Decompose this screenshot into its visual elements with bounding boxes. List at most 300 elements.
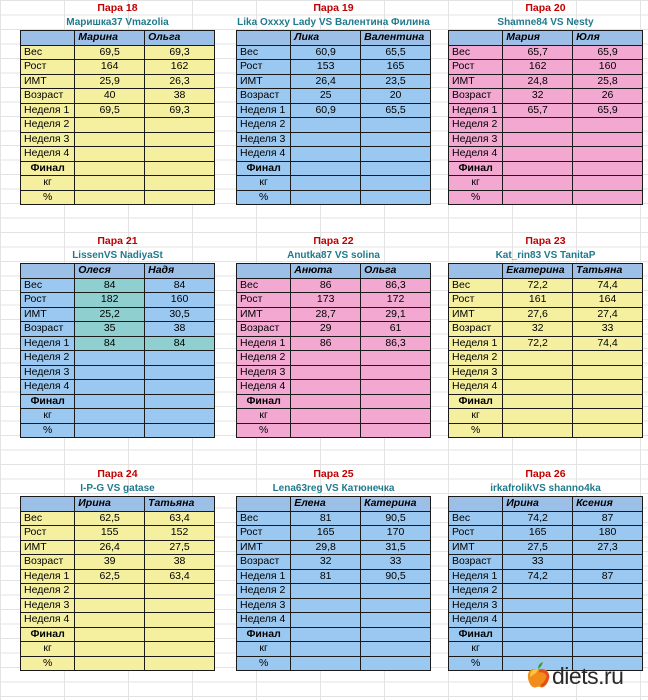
row-label[interactable]: Возраст — [21, 555, 75, 570]
participant2-value[interactable] — [573, 555, 643, 570]
participant1-value[interactable]: 35 — [75, 322, 145, 337]
final-value[interactable] — [361, 642, 431, 657]
final-value[interactable] — [361, 409, 431, 424]
participant1-value[interactable] — [503, 118, 573, 133]
participant1-value[interactable] — [291, 147, 361, 162]
row-label[interactable]: Возраст — [449, 555, 503, 570]
participant2-value[interactable]: 65,5 — [361, 45, 431, 60]
final-value[interactable] — [573, 394, 643, 409]
row-label[interactable]: Неделя 2 — [449, 351, 503, 366]
final-label[interactable]: Финал — [449, 627, 503, 642]
final-value[interactable] — [573, 190, 643, 205]
final-label[interactable]: Финал — [237, 161, 291, 176]
row-label[interactable]: Неделя 2 — [21, 351, 75, 366]
participant1-value[interactable] — [503, 380, 573, 395]
participant1-value[interactable]: 173 — [291, 293, 361, 308]
participant1-value[interactable]: 32 — [503, 89, 573, 104]
participant1-value[interactable] — [75, 132, 145, 147]
row-label[interactable]: Вес — [449, 45, 503, 60]
final-label[interactable]: % — [237, 423, 291, 438]
participant2-value[interactable]: 61 — [361, 322, 431, 337]
final-value[interactable] — [291, 176, 361, 191]
final-label[interactable]: кг — [237, 409, 291, 424]
row-label[interactable]: Возраст — [21, 322, 75, 337]
row-label[interactable]: Неделя 1 — [237, 103, 291, 118]
row-label[interactable]: Рост — [449, 526, 503, 541]
final-value[interactable] — [75, 394, 145, 409]
participant2-value[interactable]: 63,4 — [145, 511, 215, 526]
participant1-value[interactable]: 182 — [75, 293, 145, 308]
participant1-value[interactable] — [75, 118, 145, 133]
participant2-value[interactable]: 38 — [145, 89, 215, 104]
row-label[interactable]: Неделя 4 — [21, 380, 75, 395]
final-value[interactable] — [145, 627, 215, 642]
row-label[interactable]: Вес — [237, 511, 291, 526]
participant2-value[interactable] — [145, 584, 215, 599]
row-label[interactable]: Неделя 1 — [21, 569, 75, 584]
participant1-name[interactable]: Ирина — [503, 497, 573, 512]
final-value[interactable] — [75, 190, 145, 205]
participant1-name[interactable]: Екатерина — [503, 264, 573, 279]
row-label[interactable]: ИМТ — [237, 74, 291, 89]
participant1-value[interactable]: 165 — [291, 526, 361, 541]
final-value[interactable] — [573, 642, 643, 657]
participant1-value[interactable]: 153 — [291, 60, 361, 75]
participant1-value[interactable]: 65,7 — [503, 103, 573, 118]
participant1-value[interactable]: 65,7 — [503, 45, 573, 60]
participant1-value[interactable]: 60,9 — [291, 45, 361, 60]
participant1-value[interactable]: 25,9 — [75, 74, 145, 89]
participant1-value[interactable] — [503, 598, 573, 613]
participant2-value[interactable]: 160 — [573, 60, 643, 75]
participant2-value[interactable]: 65,9 — [573, 45, 643, 60]
participant1-value[interactable] — [503, 147, 573, 162]
participant1-value[interactable] — [291, 598, 361, 613]
row-label[interactable]: Вес — [237, 278, 291, 293]
final-value[interactable] — [503, 176, 573, 191]
participant1-value[interactable]: 161 — [503, 293, 573, 308]
participant1-value[interactable] — [291, 132, 361, 147]
participant2-value[interactable] — [361, 351, 431, 366]
participant2-value[interactable] — [361, 598, 431, 613]
participant2-value[interactable]: 86,3 — [361, 336, 431, 351]
header-empty-cell[interactable] — [21, 264, 75, 279]
final-value[interactable] — [361, 176, 431, 191]
row-label[interactable]: Неделя 2 — [237, 118, 291, 133]
row-label[interactable]: ИМТ — [449, 74, 503, 89]
row-label[interactable]: Рост — [21, 60, 75, 75]
participant2-value[interactable] — [573, 613, 643, 628]
participant2-value[interactable] — [573, 351, 643, 366]
row-label[interactable]: Неделя 2 — [237, 351, 291, 366]
row-label[interactable]: Неделя 1 — [21, 103, 75, 118]
row-label[interactable]: Неделя 2 — [21, 118, 75, 133]
participant1-value[interactable]: 39 — [75, 555, 145, 570]
participant2-value[interactable]: 87 — [573, 569, 643, 584]
participant2-value[interactable]: 84 — [145, 336, 215, 351]
row-label[interactable]: Неделя 3 — [449, 132, 503, 147]
row-label[interactable]: Неделя 4 — [449, 380, 503, 395]
participant1-value[interactable] — [75, 598, 145, 613]
row-label[interactable]: Неделя 1 — [449, 103, 503, 118]
participant1-name[interactable]: Ирина — [75, 497, 145, 512]
row-label[interactable]: Неделя 3 — [21, 598, 75, 613]
participant2-value[interactable]: 27,3 — [573, 540, 643, 555]
participant2-value[interactable] — [145, 598, 215, 613]
final-value[interactable] — [75, 423, 145, 438]
row-label[interactable]: Неделя 3 — [21, 132, 75, 147]
participant1-value[interactable]: 84 — [75, 278, 145, 293]
participant1-value[interactable]: 81 — [291, 569, 361, 584]
final-label[interactable]: кг — [237, 642, 291, 657]
participant2-value[interactable] — [361, 613, 431, 628]
row-label[interactable]: Неделя 3 — [237, 132, 291, 147]
participant2-value[interactable]: 27,5 — [145, 540, 215, 555]
participant1-value[interactable] — [291, 613, 361, 628]
row-label[interactable]: Неделя 3 — [449, 365, 503, 380]
participant2-value[interactable]: 180 — [573, 526, 643, 541]
participant1-name[interactable]: Мария — [503, 31, 573, 46]
final-value[interactable] — [75, 627, 145, 642]
final-label[interactable]: кг — [449, 176, 503, 191]
final-label[interactable]: % — [449, 656, 503, 671]
row-label[interactable]: Рост — [21, 526, 75, 541]
participant1-value[interactable] — [75, 147, 145, 162]
participant1-value[interactable]: 155 — [75, 526, 145, 541]
final-value[interactable] — [503, 161, 573, 176]
row-label[interactable]: Возраст — [237, 555, 291, 570]
participant2-value[interactable]: 25,8 — [573, 74, 643, 89]
participant1-value[interactable]: 32 — [291, 555, 361, 570]
participant2-value[interactable] — [361, 584, 431, 599]
participant2-name[interactable]: Ольга — [145, 31, 215, 46]
row-label[interactable]: Вес — [21, 511, 75, 526]
participant1-value[interactable]: 86 — [291, 278, 361, 293]
participant2-value[interactable]: 152 — [145, 526, 215, 541]
participant2-value[interactable]: 31,5 — [361, 540, 431, 555]
header-empty-cell[interactable] — [237, 31, 291, 46]
participant1-value[interactable] — [75, 380, 145, 395]
participant2-name[interactable]: Юля — [573, 31, 643, 46]
final-value[interactable] — [361, 656, 431, 671]
participant1-value[interactable] — [291, 380, 361, 395]
participant1-value[interactable]: 72,2 — [503, 278, 573, 293]
row-label[interactable]: Рост — [21, 293, 75, 308]
participant1-value[interactable] — [291, 118, 361, 133]
row-label[interactable]: Неделя 3 — [237, 598, 291, 613]
participant1-value[interactable]: 69,5 — [75, 103, 145, 118]
participant1-value[interactable]: 25 — [291, 89, 361, 104]
row-label[interactable]: ИМТ — [237, 307, 291, 322]
final-value[interactable] — [291, 161, 361, 176]
row-label[interactable]: Неделя 2 — [237, 584, 291, 599]
participant1-value[interactable]: 40 — [75, 89, 145, 104]
row-label[interactable]: Неделя 4 — [237, 380, 291, 395]
participant2-name[interactable]: Надя — [145, 264, 215, 279]
participant2-value[interactable]: 33 — [573, 322, 643, 337]
row-label[interactable]: ИМТ — [21, 307, 75, 322]
row-label[interactable]: Неделя 1 — [237, 336, 291, 351]
participant1-value[interactable]: 26,4 — [291, 74, 361, 89]
row-label[interactable]: Рост — [237, 293, 291, 308]
final-label[interactable]: Финал — [237, 627, 291, 642]
final-value[interactable] — [145, 423, 215, 438]
participant1-value[interactable]: 62,5 — [75, 511, 145, 526]
participant1-value[interactable]: 72,2 — [503, 336, 573, 351]
participant2-value[interactable]: 65,5 — [361, 103, 431, 118]
participant2-value[interactable]: 69,3 — [145, 45, 215, 60]
final-value[interactable] — [503, 394, 573, 409]
participant1-name[interactable]: Елена — [291, 497, 361, 512]
final-value[interactable] — [291, 642, 361, 657]
participant2-value[interactable] — [145, 380, 215, 395]
final-value[interactable] — [291, 409, 361, 424]
final-value[interactable] — [361, 394, 431, 409]
final-value[interactable] — [503, 642, 573, 657]
final-value[interactable] — [361, 161, 431, 176]
header-empty-cell[interactable] — [237, 264, 291, 279]
participant1-value[interactable]: 164 — [75, 60, 145, 75]
final-value[interactable] — [291, 627, 361, 642]
final-value[interactable] — [145, 642, 215, 657]
row-label[interactable]: Неделя 4 — [237, 613, 291, 628]
final-label[interactable]: % — [21, 190, 75, 205]
header-empty-cell[interactable] — [21, 31, 75, 46]
final-value[interactable] — [573, 423, 643, 438]
row-label[interactable]: Рост — [449, 60, 503, 75]
participant2-value[interactable]: 90,5 — [361, 511, 431, 526]
participant2-value[interactable]: 84 — [145, 278, 215, 293]
participant2-value[interactable]: 30,5 — [145, 307, 215, 322]
participant2-value[interactable]: 63,4 — [145, 569, 215, 584]
final-label[interactable]: кг — [237, 176, 291, 191]
final-value[interactable] — [503, 190, 573, 205]
row-label[interactable]: ИМТ — [449, 307, 503, 322]
row-label[interactable]: Рост — [237, 60, 291, 75]
participant1-value[interactable] — [503, 351, 573, 366]
participant1-value[interactable]: 26,4 — [75, 540, 145, 555]
final-label[interactable]: Финал — [21, 161, 75, 176]
participant1-value[interactable] — [503, 584, 573, 599]
row-label[interactable]: ИМТ — [21, 540, 75, 555]
row-label[interactable]: Неделя 1 — [449, 569, 503, 584]
final-label[interactable]: % — [21, 656, 75, 671]
final-label[interactable]: % — [237, 656, 291, 671]
participant2-value[interactable] — [145, 118, 215, 133]
row-label[interactable]: Неделя 1 — [21, 336, 75, 351]
final-value[interactable] — [503, 423, 573, 438]
participant1-value[interactable] — [75, 613, 145, 628]
participant1-value[interactable]: 62,5 — [75, 569, 145, 584]
row-label[interactable]: Возраст — [237, 322, 291, 337]
row-label[interactable]: ИМТ — [21, 74, 75, 89]
participant1-value[interactable] — [503, 613, 573, 628]
participant1-value[interactable] — [503, 132, 573, 147]
participant2-value[interactable] — [361, 147, 431, 162]
participant2-name[interactable]: Валентина — [361, 31, 431, 46]
participant2-value[interactable] — [361, 118, 431, 133]
final-value[interactable] — [291, 656, 361, 671]
final-value[interactable] — [573, 627, 643, 642]
participant1-value[interactable] — [503, 365, 573, 380]
row-label[interactable]: Вес — [449, 511, 503, 526]
participant1-name[interactable]: Олеся — [75, 264, 145, 279]
participant2-value[interactable]: 26,3 — [145, 74, 215, 89]
participant2-value[interactable] — [573, 584, 643, 599]
row-label[interactable]: Вес — [237, 45, 291, 60]
final-label[interactable]: % — [237, 190, 291, 205]
participant1-value[interactable]: 81 — [291, 511, 361, 526]
final-value[interactable] — [503, 409, 573, 424]
final-label[interactable]: кг — [449, 642, 503, 657]
final-value[interactable] — [145, 176, 215, 191]
final-value[interactable] — [573, 161, 643, 176]
participant1-name[interactable]: Анюта — [291, 264, 361, 279]
row-label[interactable]: Неделя 4 — [21, 147, 75, 162]
participant1-value[interactable]: 27,6 — [503, 307, 573, 322]
row-label[interactable]: Неделя 4 — [21, 613, 75, 628]
participant2-name[interactable]: Ксения — [573, 497, 643, 512]
final-value[interactable] — [291, 423, 361, 438]
participant2-value[interactable] — [361, 380, 431, 395]
row-label[interactable]: ИМТ — [449, 540, 503, 555]
participant2-value[interactable]: 65,9 — [573, 103, 643, 118]
row-label[interactable]: ИМТ — [237, 540, 291, 555]
participant1-value[interactable] — [75, 584, 145, 599]
participant2-value[interactable] — [145, 351, 215, 366]
final-value[interactable] — [503, 627, 573, 642]
participant1-value[interactable]: 60,9 — [291, 103, 361, 118]
participant2-value[interactable] — [145, 613, 215, 628]
participant1-value[interactable]: 24,8 — [503, 74, 573, 89]
final-value[interactable] — [573, 176, 643, 191]
participant2-value[interactable]: 23,5 — [361, 74, 431, 89]
participant1-value[interactable] — [291, 351, 361, 366]
row-label[interactable]: Рост — [449, 293, 503, 308]
participant2-name[interactable]: Татьяна — [573, 264, 643, 279]
header-empty-cell[interactable] — [449, 31, 503, 46]
row-label[interactable]: Неделя 3 — [21, 365, 75, 380]
row-label[interactable]: Неделя 2 — [21, 584, 75, 599]
header-empty-cell[interactable] — [449, 497, 503, 512]
participant2-value[interactable]: 74,4 — [573, 336, 643, 351]
row-label[interactable]: Вес — [449, 278, 503, 293]
participant1-value[interactable]: 29 — [291, 322, 361, 337]
participant2-value[interactable] — [573, 365, 643, 380]
participant2-value[interactable]: 86,3 — [361, 278, 431, 293]
participant2-value[interactable]: 29,1 — [361, 307, 431, 322]
participant2-name[interactable]: Катерина — [361, 497, 431, 512]
participant2-value[interactable] — [573, 132, 643, 147]
participant1-value[interactable]: 74,2 — [503, 511, 573, 526]
participant1-value[interactable]: 28,7 — [291, 307, 361, 322]
participant2-value[interactable]: 172 — [361, 293, 431, 308]
header-empty-cell[interactable] — [449, 264, 503, 279]
row-label[interactable]: Неделя 4 — [237, 147, 291, 162]
participant2-value[interactable]: 165 — [361, 60, 431, 75]
final-value[interactable] — [75, 176, 145, 191]
final-value[interactable] — [75, 656, 145, 671]
row-label[interactable]: Возраст — [449, 89, 503, 104]
final-label[interactable]: кг — [21, 642, 75, 657]
participant2-value[interactable] — [361, 132, 431, 147]
final-label[interactable]: Финал — [237, 394, 291, 409]
participant2-value[interactable]: 74,4 — [573, 278, 643, 293]
final-value[interactable] — [75, 642, 145, 657]
final-value[interactable] — [291, 190, 361, 205]
participant2-value[interactable]: 160 — [145, 293, 215, 308]
row-label[interactable]: Неделя 1 — [237, 569, 291, 584]
participant1-value[interactable] — [291, 584, 361, 599]
final-value[interactable] — [573, 409, 643, 424]
participant1-value[interactable] — [75, 365, 145, 380]
participant2-value[interactable]: 38 — [145, 555, 215, 570]
participant1-value[interactable] — [75, 351, 145, 366]
participant2-value[interactable] — [573, 598, 643, 613]
participant2-name[interactable]: Ольга — [361, 264, 431, 279]
participant2-value[interactable] — [573, 147, 643, 162]
participant2-value[interactable] — [361, 365, 431, 380]
participant2-value[interactable]: 170 — [361, 526, 431, 541]
participant2-value[interactable]: 69,3 — [145, 103, 215, 118]
participant1-value[interactable] — [291, 365, 361, 380]
participant1-value[interactable]: 29,8 — [291, 540, 361, 555]
row-label[interactable]: Возраст — [237, 89, 291, 104]
final-value[interactable] — [75, 161, 145, 176]
participant2-value[interactable]: 33 — [361, 555, 431, 570]
row-label[interactable]: Неделя 1 — [449, 336, 503, 351]
row-label[interactable]: Возраст — [21, 89, 75, 104]
participant1-name[interactable]: Лика — [291, 31, 361, 46]
participant2-value[interactable] — [145, 365, 215, 380]
final-label[interactable]: Финал — [21, 627, 75, 642]
row-label[interactable]: Неделя 3 — [449, 598, 503, 613]
participant1-name[interactable]: Марина — [75, 31, 145, 46]
final-value[interactable] — [145, 394, 215, 409]
participant2-value[interactable]: 20 — [361, 89, 431, 104]
final-value[interactable] — [145, 190, 215, 205]
participant1-value[interactable]: 27,5 — [503, 540, 573, 555]
final-value[interactable] — [291, 394, 361, 409]
participant1-value[interactable]: 165 — [503, 526, 573, 541]
final-label[interactable]: кг — [21, 409, 75, 424]
participant2-value[interactable] — [145, 132, 215, 147]
final-value[interactable] — [145, 161, 215, 176]
final-value[interactable] — [145, 656, 215, 671]
participant2-value[interactable]: 27,4 — [573, 307, 643, 322]
row-label[interactable]: Возраст — [449, 322, 503, 337]
participant1-value[interactable]: 162 — [503, 60, 573, 75]
participant2-value[interactable]: 87 — [573, 511, 643, 526]
participant1-value[interactable]: 74,2 — [503, 569, 573, 584]
final-value[interactable] — [75, 409, 145, 424]
final-value[interactable] — [361, 190, 431, 205]
header-empty-cell[interactable] — [237, 497, 291, 512]
participant2-value[interactable]: 162 — [145, 60, 215, 75]
final-value[interactable] — [361, 423, 431, 438]
row-label[interactable]: Неделя 4 — [449, 147, 503, 162]
final-label[interactable]: кг — [21, 176, 75, 191]
participant1-value[interactable]: 32 — [503, 322, 573, 337]
final-label[interactable]: % — [449, 423, 503, 438]
diets-logo[interactable] — [526, 660, 646, 694]
row-label[interactable]: Неделя 2 — [449, 118, 503, 133]
final-label[interactable]: Финал — [449, 394, 503, 409]
row-label[interactable]: Неделя 2 — [449, 584, 503, 599]
final-label[interactable]: Финал — [21, 394, 75, 409]
participant1-value[interactable]: 69,5 — [75, 45, 145, 60]
final-value[interactable] — [361, 627, 431, 642]
